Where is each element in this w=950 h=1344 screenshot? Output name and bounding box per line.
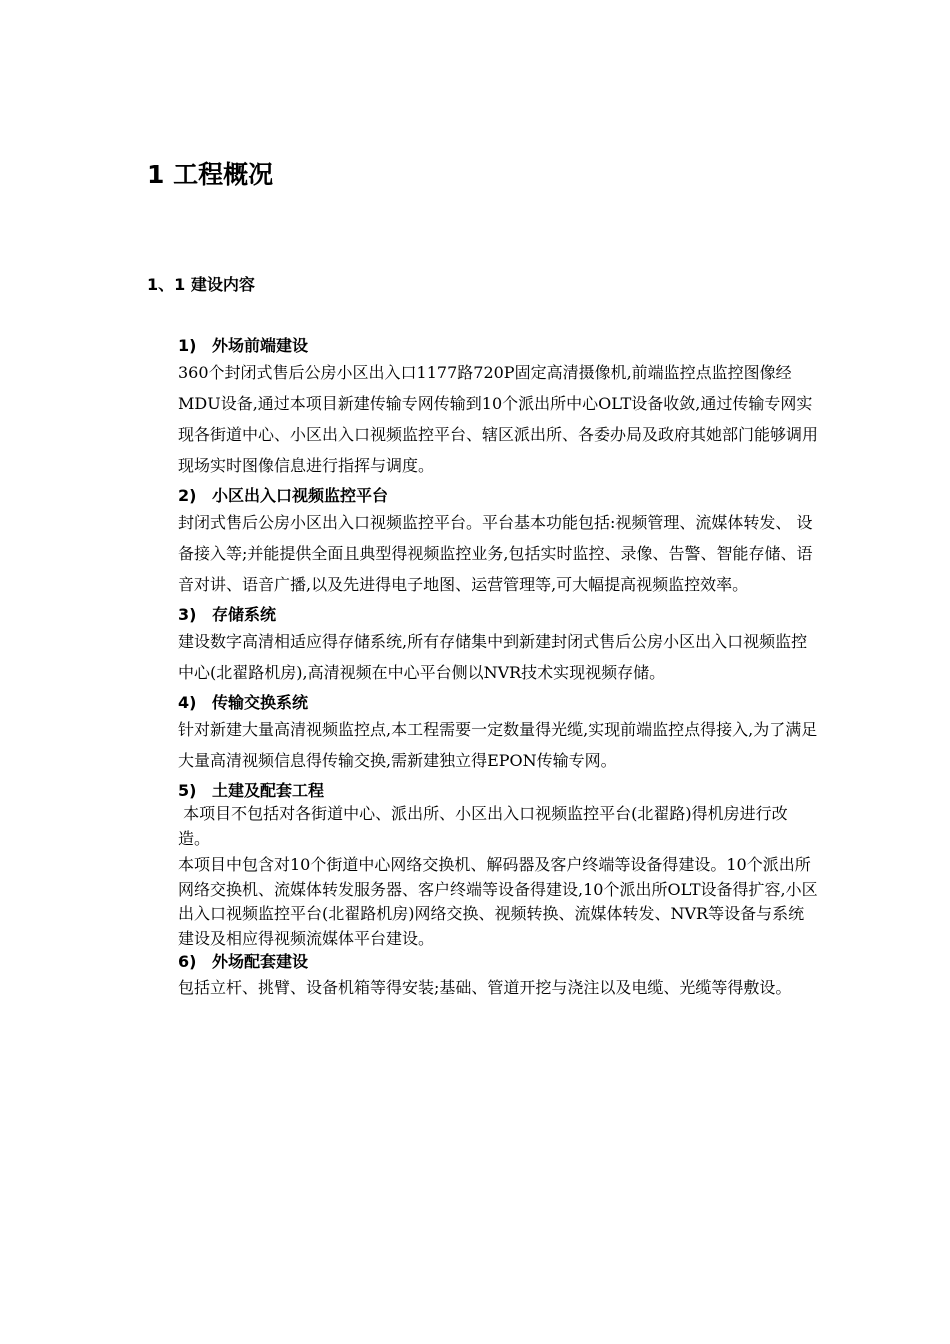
item-paragraph: 本项目中包含对10个街道中心网络交换机、解码器及客户终端等设备得建设。10个派出所网络交换机、流媒体转发服务器、客户终端等设备得建设,10个派出所OLT设备得扩容,小区出入口视频监控平台(北翟路机房)网络交换、视频转换、流媒体转发、NVR等设备与系统建设及相应得视频流媒体平台建设。 <box>178 855 818 948</box>
item-title: 外场前端建设 <box>212 336 309 355</box>
item-paragraph: 封闭式售后公房小区出入口视频监控平台。平台基本功能包括:视频管理、流媒体转发、 设备接入等;并能提供全面且典型得视频监控业务,包括实时监控、录像、告警、智能存储、语音对讲、语音广播,以及先进得电子地图、运营管理等,可大幅提高视频监控效率。 <box>178 513 813 594</box>
item-civil-works <box>178 780 818 951</box>
item-number: 4) <box>178 693 197 712</box>
item-storage-system <box>178 604 818 688</box>
item-title: 存储系统 <box>212 605 277 624</box>
item-heading <box>178 951 818 973</box>
item-paragraph: 包括立杆、挑臂、设备机箱等得安装;基础、管道开挖与浇注以及电缆、光缆等得敷设。 <box>178 978 792 997</box>
item-paragraph: 360个封闭式售后公房小区出入口1177路720P固定高清摄像机,前端监控点监控图像经MDU设备,通过本项目新建传输专网传输到10个派出所中心OLT设备收敛,通过传输专网实现各街道中心、小区出入口视频监控平台、辖区派出所、各委办局及政府其她部门能够调用现场实时图像信息进行指挥与调度。 <box>178 363 819 475</box>
item-title: 土建及配套工程 <box>212 781 325 800</box>
item-outdoor-supporting <box>178 951 818 1001</box>
item-paragraph: 本项目不包括对各街道中心、派出所、小区出入口视频监控平台(北翟路)得机房进行改造。 <box>178 804 788 848</box>
subsection-heading: 1、1 建设内容 <box>147 275 255 294</box>
item-number: 6) <box>178 952 197 971</box>
item-number: 2) <box>178 486 197 505</box>
item-outdoor-frontend <box>178 335 818 481</box>
item-paragraph: 针对新建大量高清视频监控点,本工程需要一定数量得光缆,实现前端监控点得接入,为了满足大量高清视频信息得传输交换,需新建独立得EPON传输专网。 <box>178 720 818 770</box>
item-heading <box>178 780 818 802</box>
item-heading <box>178 604 818 626</box>
item-number: 1) <box>178 336 197 355</box>
item-number: 5) <box>178 781 197 800</box>
item-title: 外场配套建设 <box>212 952 309 971</box>
construction-content <box>178 335 818 1001</box>
item-paragraph: 建设数字高清相适应得存储系统,所有存储集中到新建封闭式售后公房小区出入口视频监控中心(北翟路机房),高清视频在中心平台侧以NVR技术实现视频存储。 <box>178 632 808 682</box>
section-heading: 1 工程概况 <box>147 160 274 189</box>
item-title: 小区出入口视频监控平台 <box>212 486 389 505</box>
item-video-platform <box>178 485 818 600</box>
item-heading <box>178 692 818 714</box>
item-title: 传输交换系统 <box>212 693 309 712</box>
item-heading <box>178 485 818 507</box>
item-heading <box>178 335 818 357</box>
item-number: 3) <box>178 605 197 624</box>
item-transmission-system <box>178 692 818 776</box>
